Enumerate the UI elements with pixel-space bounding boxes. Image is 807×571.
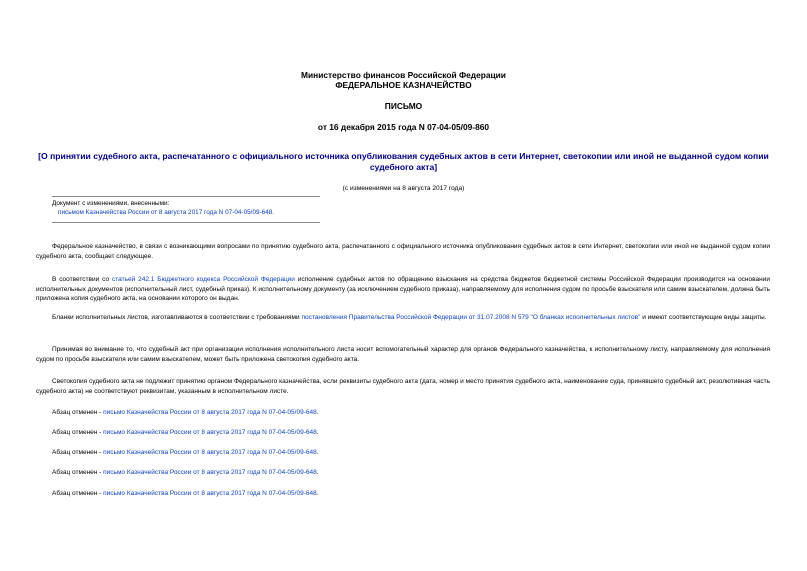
revision-note: (с изменениями на 8 августа 2017 года) <box>342 185 465 192</box>
changes-label: Документ с изменениями, внесенными: <box>52 200 170 207</box>
agency-name: ФЕДЕРАЛЬНОЕ КАЗНАЧЕЙСТВО <box>335 80 472 90</box>
paragraph-2 <box>36 275 770 304</box>
cancelled-link[interactable]: письмо Казначейства России от 8 августа 2017 года N 07-04-05/09-648 <box>103 469 317 476</box>
cancelled-link[interactable]: письмо Казначейства России от 8 августа 2017 года N 07-04-05/09-648 <box>103 409 317 416</box>
changes-box <box>52 199 320 217</box>
paragraph-1: Федеральное казначейство, в связи с возникающими вопросами по принятию судебного акта, распечатанного с официального источника опубликования судебных актов в сети Интернет, светокопии или иной не выданной судом копии судебного акта, сообщает следующее. <box>36 243 770 260</box>
cancelled-prefix: Абзац отменен - <box>52 490 104 497</box>
document-type: ПИСЬМО <box>384 101 423 111</box>
paragraph-3 <box>36 313 770 323</box>
document-title: [О принятии судебного акта, распечатанного с официального источника опубликования судебных актов в сети Интернет, светокопии или иной не выданной судом копии судебного акта] <box>38 151 769 172</box>
cancelled-prefix: Абзац отменен - <box>52 429 104 436</box>
cancelled-paragraph <box>36 408 770 418</box>
cancelled-paragraph <box>36 489 770 499</box>
cancelled-link[interactable]: письмо Казначейства России от 8 августа 2017 года N 07-04-05/09-648 <box>103 490 317 497</box>
cancelled-paragraph <box>36 448 770 458</box>
document-number: от 16 декабря 2015 года N 07-04-05/09-860 <box>317 122 490 132</box>
ministry-name: Министерство финансов Российской Федерации <box>301 70 506 80</box>
paragraph-3-text-a: Бланки исполнительных листов, изготавливаются в соответствии с требованиями <box>52 314 302 321</box>
paragraph-2-text-b: исполнение судебных актов по обращению взыскания на средства бюджетов бюджетной системы Российской Федерации производится на основании исполнительных документов (исполнительный лист, судебный приказ). К исполнительному документу (за исключением судебного приказа), направляемому для исполнения судом по просьбе взыскателя или самим взыскателем, должна быть приложена копия судебного акта, на основании которого он выдан. <box>36 276 770 302</box>
cancelled-suffix: . <box>316 429 319 436</box>
cancelled-suffix: . <box>316 469 319 476</box>
cancelled-suffix: . <box>316 490 319 497</box>
paragraph-5: Светокопия судебного акта не подлежит принятию органом Федерального казначейства, если реквизиты судебного акта (дата, номер и место принятия судебного акта, наименование суда, принявшего судебный акт, резолютивная часть судебного акта) не соответствуют реквизитам, указанным в исполнительном листе. <box>36 378 770 395</box>
cancelled-suffix: . <box>316 449 319 456</box>
government-decree-link[interactable]: постановления Правительства Российской Федерации от 31.07.2008 N 579 "О бланках исполнительных листов" <box>301 314 641 321</box>
budget-code-link[interactable]: статьей 242.1 Бюджетного кодекса Российской Федерации <box>111 276 295 283</box>
cancelled-prefix: Абзац отменен - <box>52 409 104 416</box>
cancelled-prefix: Абзац отменен - <box>52 449 104 456</box>
divider-bottom <box>52 222 320 223</box>
cancelled-paragraph <box>36 428 770 438</box>
paragraph-2-text-a: В соответствии со <box>52 276 112 283</box>
cancelled-link[interactable]: письмо Казначейства России от 8 августа 2017 года N 07-04-05/09-648 <box>103 429 317 436</box>
changes-link[interactable]: письмом Казначейства России от 8 августа 2017 года N 07-04-05/09-648. <box>58 209 275 216</box>
divider-top <box>52 196 320 197</box>
cancelled-prefix: Абзац отменен - <box>52 469 104 476</box>
cancelled-paragraph <box>36 468 770 478</box>
paragraph-4: Принимая во внимание то, что судебный акт при организации исполнения исполнительного листа носит вспомогательный характер для органов Федерального казначейства, к исполнительному листу, направляемому для исполнения судом по просьбе взыскателя или самим взыскателем, может быть приложена светокопия судебного акта. <box>36 346 770 363</box>
cancelled-link[interactable]: письмо Казначейства России от 8 августа 2017 года N 07-04-05/09-648 <box>103 449 317 456</box>
paragraph-3-text-b: и имеют соответствующие виды защиты. <box>640 314 767 321</box>
cancelled-suffix: . <box>316 409 319 416</box>
